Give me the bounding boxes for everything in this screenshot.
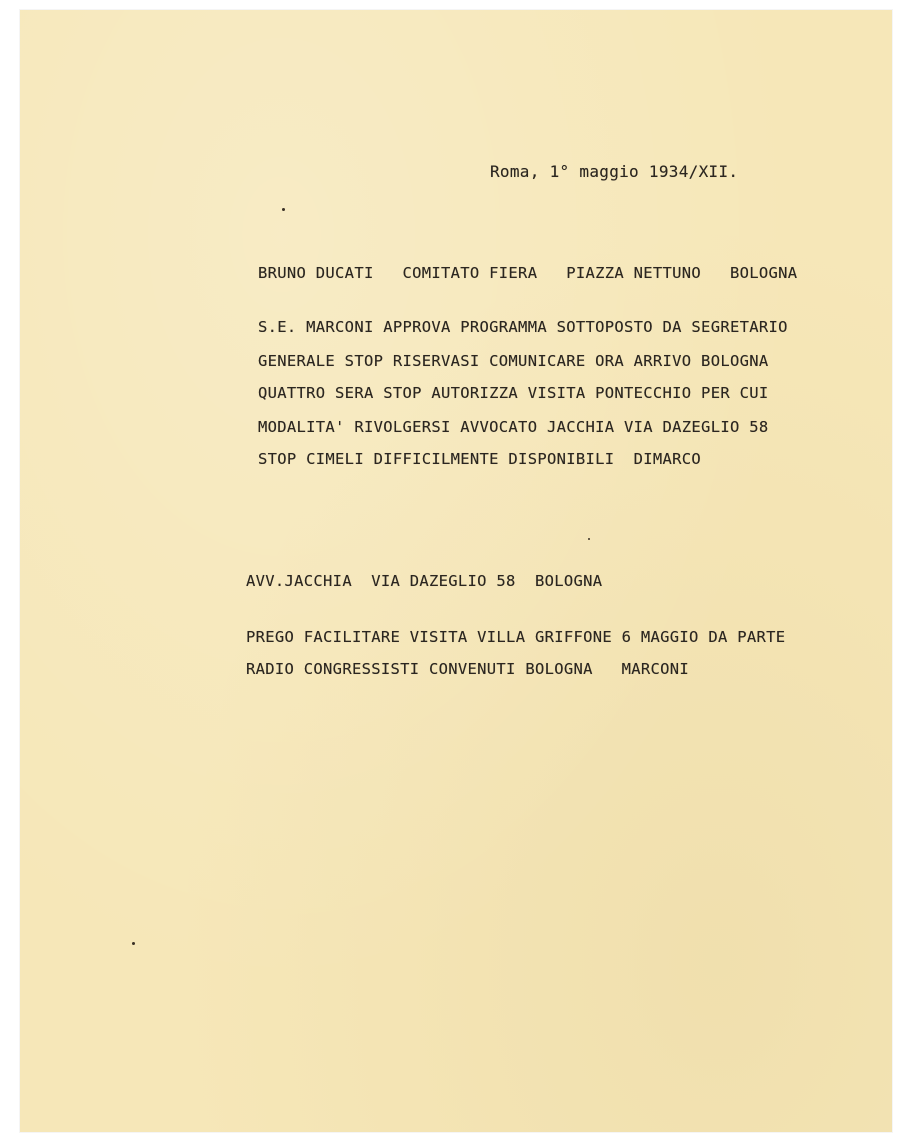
telegram-1-line: QUATTRO SERA STOP AUTORIZZA VISITA PONTECCHIO PER CUI bbox=[258, 384, 769, 402]
date-line: Roma, 1° maggio 1934/XII. bbox=[490, 162, 739, 181]
telegram-2-address: AVV.JACCHIA VIA DAZEGLIO 58 BOLOGNA bbox=[246, 572, 603, 590]
telegram-1-address: BRUNO DUCATI COMITATO FIERA PIAZZA NETTUNO BOLOGNA bbox=[258, 264, 798, 282]
telegram-1-line: S.E. MARCONI APPROVA PROGRAMMA SOTTOPOSTO DA SEGRETARIO bbox=[258, 318, 788, 336]
paper-speck bbox=[282, 208, 285, 211]
telegram-1-line: GENERALE STOP RISERVASI COMUNICARE ORA ARRIVO BOLOGNA bbox=[258, 352, 769, 370]
telegram-1-line: MODALITA' RIVOLGERSI AVVOCATO JACCHIA VIA DAZEGLIO 58 bbox=[258, 418, 769, 436]
paper-speck bbox=[132, 942, 135, 945]
paper-speck bbox=[588, 538, 590, 540]
telegram-2-line: PREGO FACILITARE VISITA VILLA GRIFFONE 6 MAGGIO DA PARTE bbox=[246, 628, 786, 646]
telegram-2-line: RADIO CONGRESSISTI CONVENUTI BOLOGNA MARCONI bbox=[246, 660, 690, 678]
typewritten-letter-page bbox=[20, 10, 892, 1132]
telegram-1-line: STOP CIMELI DIFFICILMENTE DISPONIBILI DIMARCO bbox=[258, 450, 702, 468]
